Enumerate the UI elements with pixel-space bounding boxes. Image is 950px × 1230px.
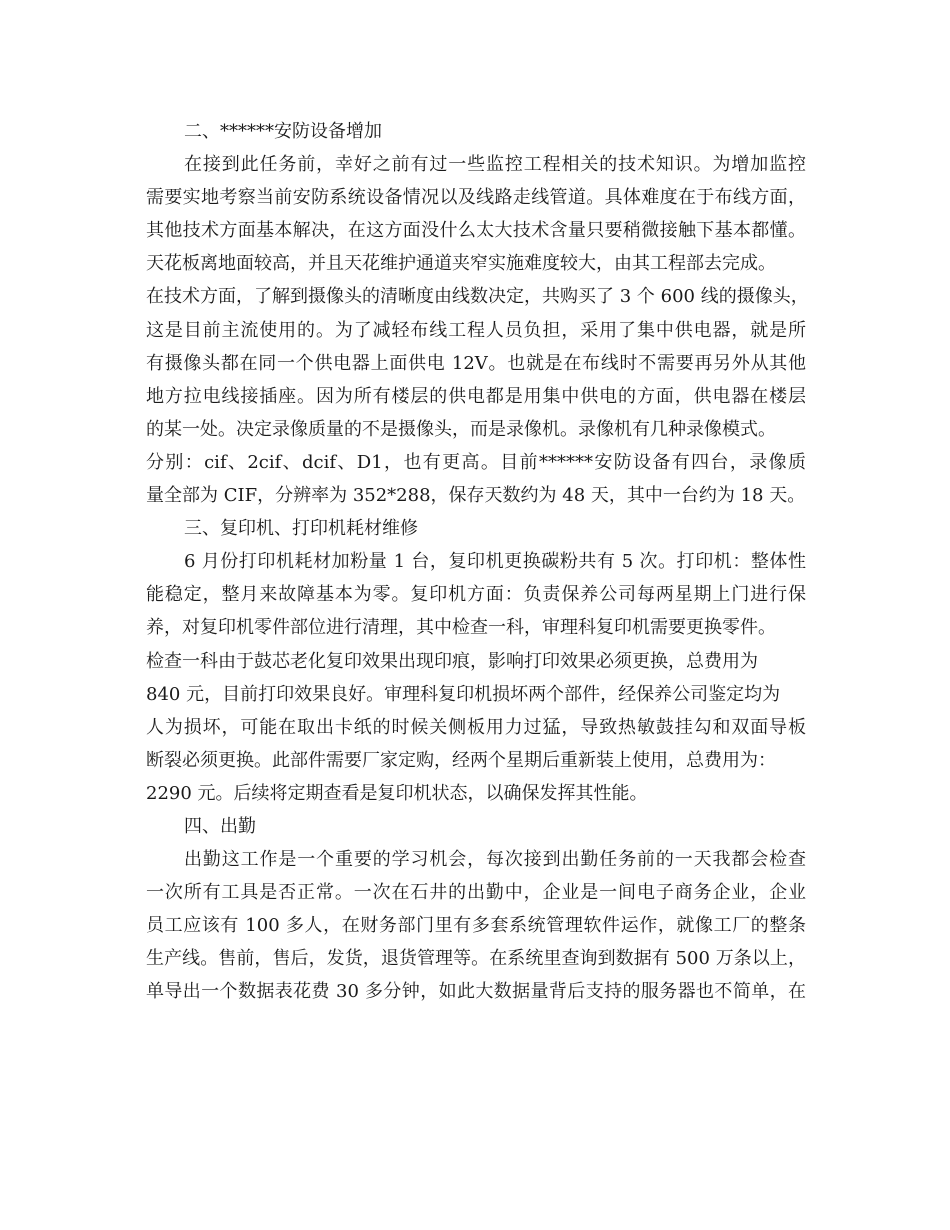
text-line: 生产线。售前，售后，发货，退货管理等。在系统里查询到数据有 500 万条以上， [146,948,806,970]
text-line: 这是目前主流使用的。为了减轻布线工程人员负担，采用了集中供电器，就是所 [146,319,806,341]
text-line: 单导出一个数据表花费 30 多分钟，如此大数据量背后支持的服务器也不简单，在 [146,981,806,1003]
text-line: 2290 元。后续将定期查看是复印机状态，以确保发挥其性能。 [146,782,648,804]
text-line: 养，对复印机零件部位进行清理，其中检查一科，审理科复印机需要更换零件。 [146,617,776,639]
text-line: 一次所有工具是否正常。一次在石井的出勤中，企业是一间电子商务企业，企业 [146,882,806,904]
document-body [146,115,809,1009]
text-line: 需要实地考察当前安防系统设备情况以及线路走线管道。具体难度在于布线方面， [146,187,806,209]
text-line: 地方拉电线接插座。因为所有楼层的供电都是用集中供电的方面，供电器在楼层 [146,385,806,407]
text-line: 人为损坏，可能在取出卡纸的时候关侧板用力过猛，导致热敏鼓挂勾和双面导板 [146,716,806,738]
text-line: 检查一科由于鼓芯老化复印效果出现印痕，影响打印效果必须更换，总费用为 [146,650,758,672]
text-line: 量全部为 CIF，分辨率为 352*288，保存天数约为 48 天，其中一台约为 18 天。 [146,485,806,507]
text-line: 840 元，目前打印效果良好。审理科复印机损坏两个部件，经保养公司鉴定均为 [146,683,781,705]
text-line: 在接到此任务前，幸好之前有过一些监控工程相关的技术知识。为增加监控 [184,154,806,176]
text-line: 6 月份打印机耗材加粉量 1 台，复印机更换碳粉共有 5 次。打印机：整体性 [184,551,806,573]
text-line: 员工应该有 100 多人，在财务部门里有多套系统管理软件运作，就像工厂的整条 [146,915,806,937]
text-line: 能稳定，整月来故障基本为零。复印机方面：负责保养公司每两星期上门进行保 [146,584,806,606]
text-line: 四、出勤 [184,815,256,837]
text-line: 出勤这工作是一个重要的学习机会，每次接到出勤任务前的一天我都会检查 [184,849,806,871]
text-line: 二、******安防设备增加 [184,121,382,142]
text-line: 断裂必须更换。此部件需要厂家定购，经两个星期后重新装上使用，总费用为： [146,749,776,771]
text-line: 在技术方面，了解到摄像头的清晰度由线数决定，共购买了 3 个 600 线的摄像头， [146,286,809,308]
text-line: 三、复印机、打印机耗材维修 [184,518,418,540]
text-line: 天花板离地面较高，并且天花维护通道夹窄实施难度较大，由其工程部去完成。 [146,253,776,275]
text-line: 其他技术方面基本解决，在这方面没什么太大技术含量只要稍微接触下基本都懂。 [146,220,806,242]
text-line: 分别：cif、2cif、dcif、D1，也有更高。目前******安防设备有四台，录像质 [146,451,806,473]
text-line: 的某一处。决定录像质量的不是摄像头，而是录像机。录像机有几种录像模式。 [146,418,776,440]
text-line: 有摄像头都在同一个供电器上面供电 12V。也就是在布线时不需要再另外从其他 [146,352,806,374]
